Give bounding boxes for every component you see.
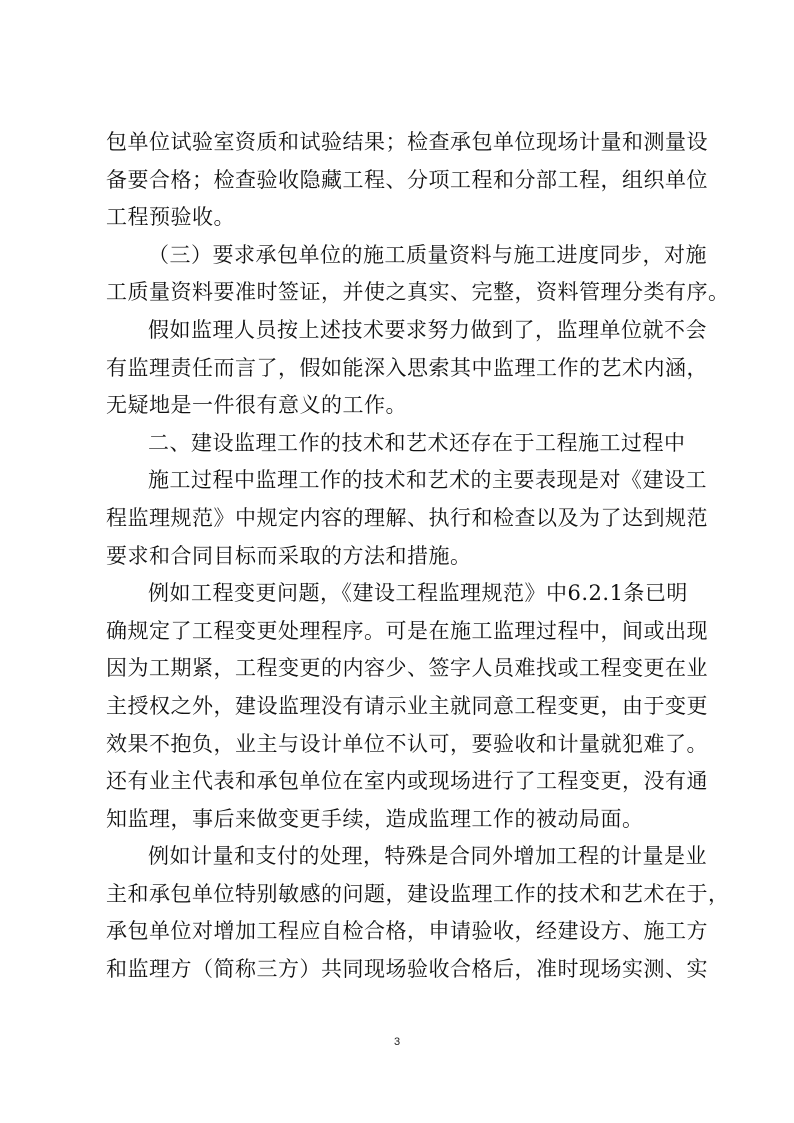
- body-text: [106, 124, 730, 989]
- text-line: 施工过程中监理工作的技术和艺术的主要表现是对《建设工: [148, 468, 707, 493]
- text-line: 因为工期紧，工程变更的内容少、签字人员难找或工程变更在业: [106, 656, 708, 681]
- text-line: 还有业主代表和承包单位在室内或现场进行了工程变更，没有通: [106, 769, 708, 794]
- text-line: 要求和合同目标而采取的方法和措施。: [106, 543, 472, 568]
- text-line: 假如监理人员按上述技术要求努力做到了，监理单位就不会: [148, 317, 707, 342]
- page-number: 3: [393, 1036, 401, 1048]
- text-line: 工质量资料要准时签证，并使之真实、完整，资料管理分类有序。: [106, 280, 730, 305]
- text-line: 无疑地是一件很有意义的工作。: [106, 393, 407, 418]
- text-line: 工程预验收。: [106, 205, 235, 230]
- text-line: 效果不抱负，业主与设计单位不认可，要验收和计量就犯难了。: [106, 731, 708, 756]
- text-line: （三）要求承包单位的施工质量资料与施工进度同步，对施: [148, 242, 707, 267]
- text-line: 包单位试验室资质和试验结果；检查承包单位现场计量和测量设: [106, 130, 708, 154]
- text-line: 主授权之外，建设监理没有请示业主就同意工程变更，由于变更: [106, 693, 708, 718]
- text-line: 承包单位对增加工程应自检合格，申请验收，经建设方、施工方: [106, 919, 708, 944]
- text-line: 有监理责任而言了，假如能深入思索其中监理工作的艺术内涵，: [106, 355, 708, 380]
- text-line: 例如工程变更问题，《建设工程监理规范》中6.2.1条已明: [148, 581, 688, 606]
- section-heading: 二、建设监理工作的技术和艺术还存在于工程施工过程中: [148, 430, 686, 455]
- text-line: 主和承包单位特别敏感的问题，建设监理工作的技术和艺术在于，: [106, 881, 730, 906]
- text-line: 知监理，事后来做变更手续，造成监理工作的被动局面。: [106, 806, 644, 831]
- text-line: 确规定了工程变更处理程序。可是在施工监理过程中，间或出现: [106, 618, 708, 643]
- text-line: 和监理方（简称三方）共同现场验收合格后，准时现场实测、实: [106, 957, 708, 982]
- text-line: 备要合格；检查验收隐藏工程、分项工程和分部工程，组织单位: [106, 167, 708, 192]
- text-line: 例如计量和支付的处理，特殊是合同外增加工程的计量是业: [148, 844, 707, 869]
- text-line: 程监理规范》中规定内容的理解、执行和检查以及为了达到规范: [106, 505, 708, 530]
